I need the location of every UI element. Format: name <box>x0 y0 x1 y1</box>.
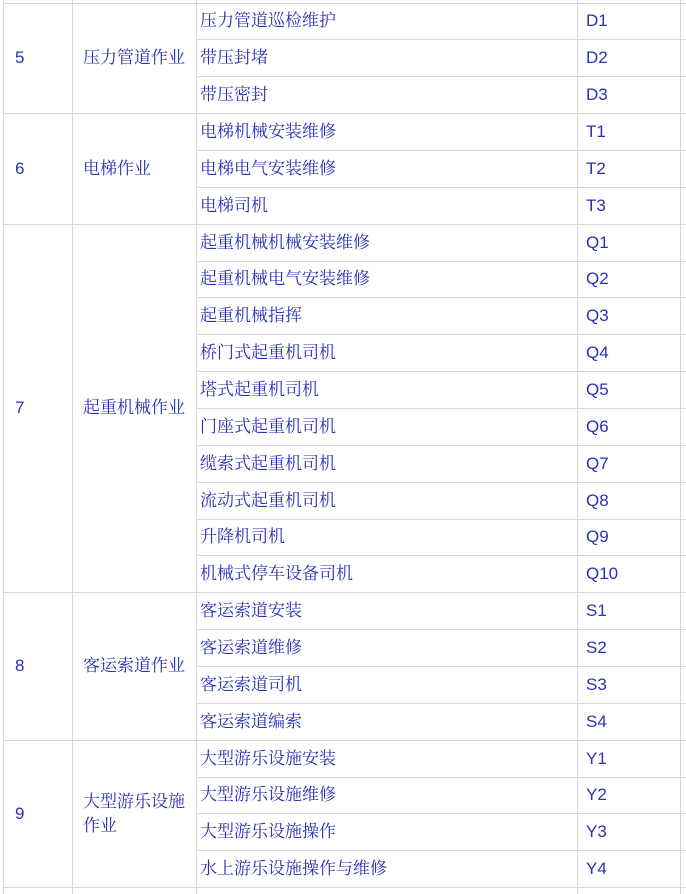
item-name-cell: 客运索道司机 <box>197 666 578 703</box>
item-name-cell: 机械式停车设备司机 <box>197 556 578 593</box>
truncated-column-cell <box>681 482 686 519</box>
item-name-cell: 起重机械电气安装维修 <box>197 261 578 298</box>
item-code-cell: T3 <box>578 187 681 224</box>
item-code-cell: Q5 <box>578 372 681 409</box>
item-name-cell: 电梯司机 <box>197 187 578 224</box>
item-code-cell: Y1 <box>578 740 681 777</box>
item-name-cell: 客运索道安装 <box>197 593 578 630</box>
section-number-cell: 8 <box>4 593 73 740</box>
item-name-cell: 起重机械指挥 <box>197 298 578 335</box>
truncated-column-cell <box>681 777 686 814</box>
truncated-column-cell <box>681 114 686 151</box>
truncated-column-cell <box>681 77 686 114</box>
item-code-cell: Y3 <box>578 814 681 851</box>
truncated-column-cell <box>681 519 686 556</box>
item-code-cell: S4 <box>578 703 681 740</box>
item-code-cell: S1 <box>578 593 681 630</box>
item-name-cell: 门座式起重机司机 <box>197 408 578 445</box>
truncated-column-cell <box>681 630 686 667</box>
truncated-column-cell <box>681 261 686 298</box>
item-name-cell: 缆索式起重机司机 <box>197 445 578 482</box>
item-code-cell: Q7 <box>578 445 681 482</box>
item-code-cell: Q4 <box>578 335 681 372</box>
item-code-cell: T1 <box>578 114 681 151</box>
item-code-cell: Y4 <box>578 851 681 888</box>
item-name-cell: 起重机械机械安装维修 <box>197 224 578 261</box>
partial-cell <box>4 888 73 894</box>
section-number-cell: 5 <box>4 3 73 114</box>
partial-row-bottom <box>4 888 686 894</box>
truncated-column-cell <box>681 187 686 224</box>
item-name-cell: 塔式起重机司机 <box>197 372 578 409</box>
truncated-column-cell <box>681 556 686 593</box>
table-row <box>4 740 686 777</box>
section-number-cell: 9 <box>4 740 73 887</box>
item-code-cell: Q2 <box>578 261 681 298</box>
section-category-cell: 客运索道作业 <box>73 593 197 740</box>
truncated-column-cell <box>681 408 686 445</box>
section-number-cell: 7 <box>4 224 73 593</box>
truncated-column-cell <box>681 40 686 77</box>
partial-cell <box>73 888 197 894</box>
table-row <box>4 3 686 40</box>
partial-cell <box>197 888 578 894</box>
table-row <box>4 593 686 630</box>
item-name-cell: 带压封堵 <box>197 40 578 77</box>
item-name-cell: 水上游乐设施操作与维修 <box>197 851 578 888</box>
truncated-column-cell <box>681 335 686 372</box>
truncated-column-cell <box>681 593 686 630</box>
section-category-cell: 起重机械作业 <box>73 224 197 593</box>
item-name-cell: 带压密封 <box>197 77 578 114</box>
truncated-column-cell <box>681 150 686 187</box>
item-code-cell: Q10 <box>578 556 681 593</box>
item-name-cell: 升降机司机 <box>197 519 578 556</box>
truncated-column-cell <box>681 666 686 703</box>
item-code-cell: Q8 <box>578 482 681 519</box>
item-code-cell: Q6 <box>578 408 681 445</box>
item-code-cell: S2 <box>578 630 681 667</box>
partial-cell <box>578 888 681 894</box>
operations-table-body <box>4 0 686 894</box>
truncated-column-cell <box>681 888 686 894</box>
item-name-cell: 大型游乐设施维修 <box>197 777 578 814</box>
item-code-cell: D3 <box>578 77 681 114</box>
item-code-cell: Q3 <box>578 298 681 335</box>
item-code-cell: Q1 <box>578 224 681 261</box>
item-name-cell: 电梯电气安装维修 <box>197 150 578 187</box>
item-code-cell: T2 <box>578 150 681 187</box>
item-name-cell: 电梯机械安装维修 <box>197 114 578 151</box>
item-code-cell: Q9 <box>578 519 681 556</box>
item-name-cell: 大型游乐设施操作 <box>197 814 578 851</box>
section-number-cell: 6 <box>4 114 73 225</box>
truncated-column-cell <box>681 703 686 740</box>
section-category-cell: 压力管道作业 <box>73 3 197 114</box>
truncated-column-cell <box>681 372 686 409</box>
item-name-cell: 桥门式起重机司机 <box>197 335 578 372</box>
item-name-cell: 客运索道编索 <box>197 703 578 740</box>
truncated-column-cell <box>681 445 686 482</box>
item-name-cell: 压力管道巡检维护 <box>197 3 578 40</box>
truncated-column-cell <box>681 3 686 40</box>
item-code-cell: D2 <box>578 40 681 77</box>
operations-table <box>3 0 686 894</box>
section-category-cell: 大型游乐设施作业 <box>73 740 197 887</box>
truncated-column-cell <box>681 224 686 261</box>
item-name-cell: 大型游乐设施安装 <box>197 740 578 777</box>
truncated-column-cell <box>681 814 686 851</box>
item-code-cell: Y2 <box>578 777 681 814</box>
truncated-column-cell <box>681 740 686 777</box>
section-category-cell: 电梯作业 <box>73 114 197 225</box>
item-name-cell: 客运索道维修 <box>197 630 578 667</box>
truncated-column-cell <box>681 851 686 888</box>
item-code-cell: S3 <box>578 666 681 703</box>
table-row <box>4 224 686 261</box>
table-row <box>4 114 686 151</box>
item-code-cell: D1 <box>578 3 681 40</box>
item-name-cell: 流动式起重机司机 <box>197 482 578 519</box>
truncated-column-cell <box>681 298 686 335</box>
